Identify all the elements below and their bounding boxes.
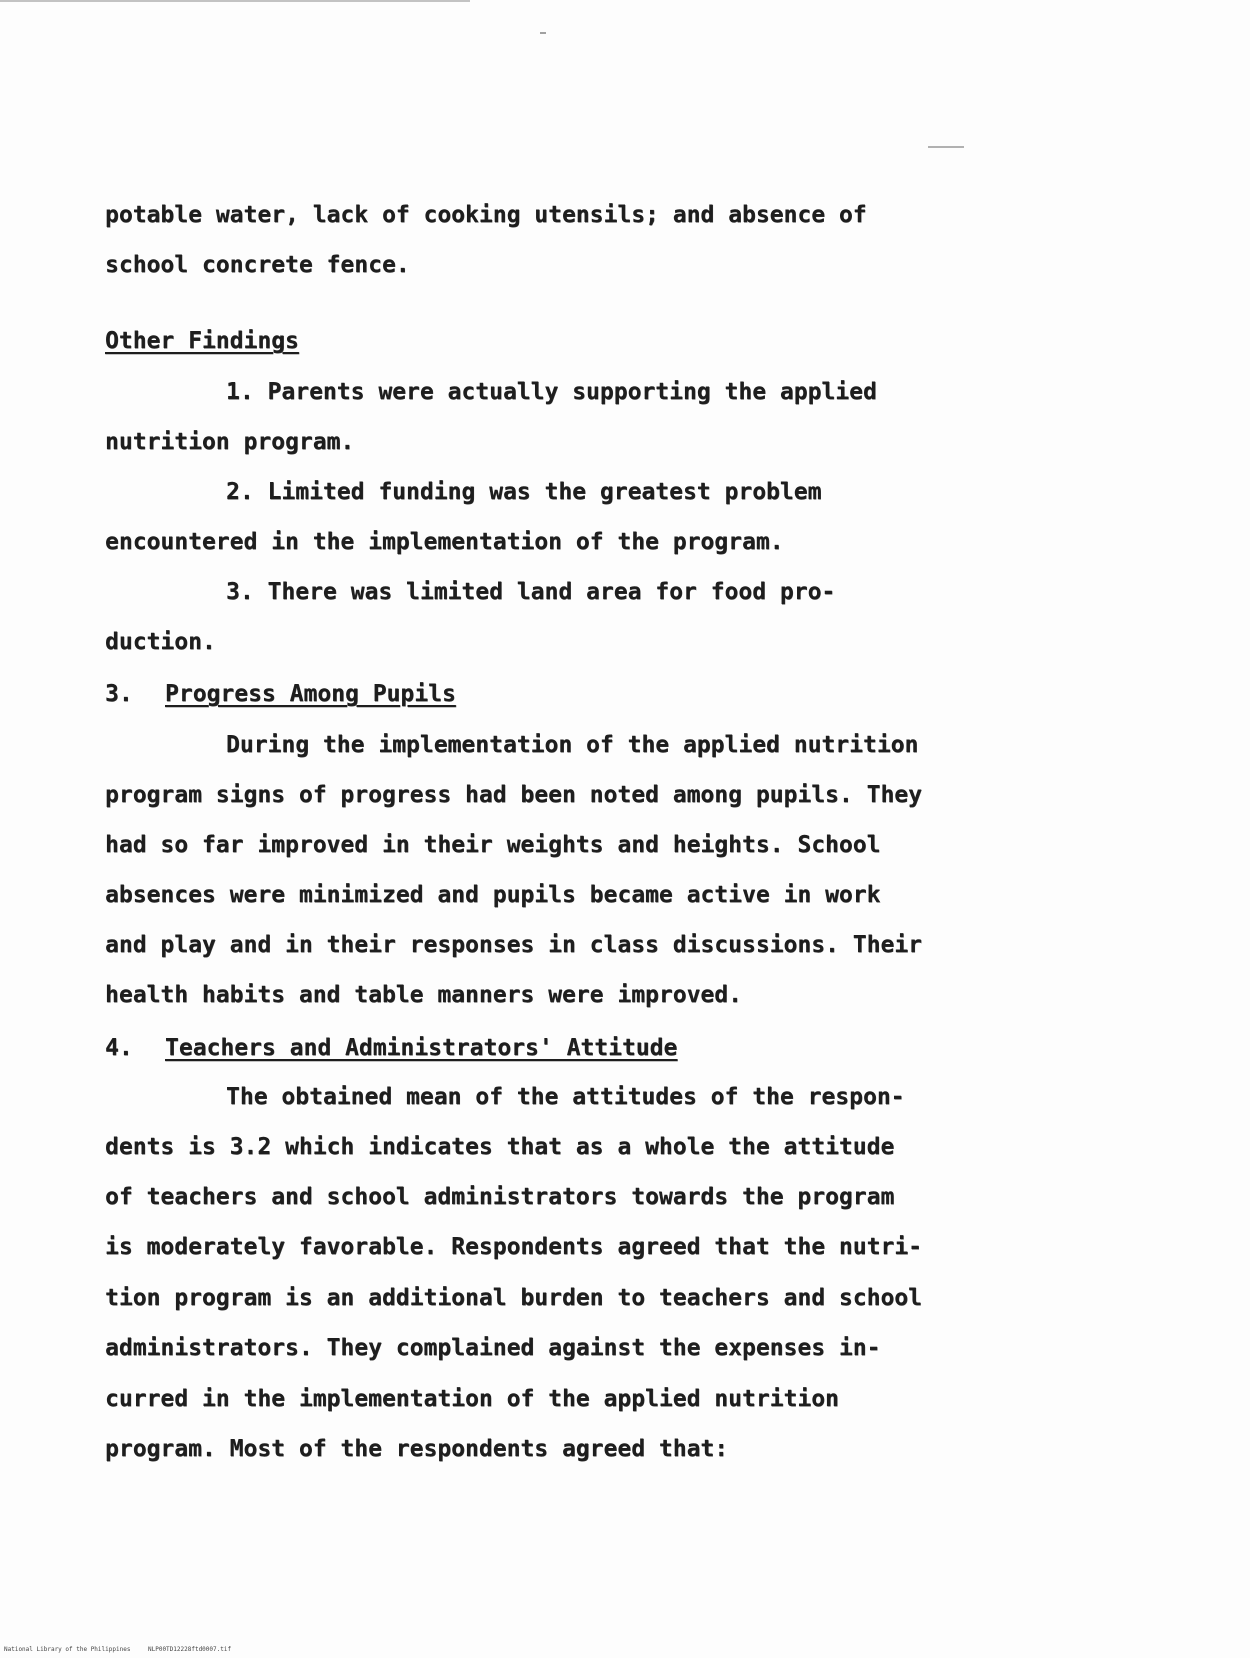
finding-1-line-2: nutrition program. bbox=[105, 429, 355, 455]
section-4-line: tion program is an additional burden to teachers and school bbox=[105, 1285, 922, 1311]
footer-file-label: NLP00TD12228ftd0007.tif bbox=[148, 1646, 232, 1653]
text-line: school concrete fence. bbox=[105, 252, 410, 278]
footer-library-label: National Library of the Philippines bbox=[4, 1646, 131, 1653]
section-3-line: During the implementation of the applied nutrition bbox=[226, 732, 919, 758]
section-3-line: health habits and table manners were improved. bbox=[105, 982, 742, 1008]
section-4-line: The obtained mean of the attitudes of the respon- bbox=[226, 1084, 905, 1110]
finding-2-line-1: 2. Limited funding was the greatest problem bbox=[226, 479, 822, 505]
section-3-line: absences were minimized and pupils became active in work bbox=[105, 882, 881, 908]
section-4-line: is moderately favorable. Respondents agreed that the nutri- bbox=[105, 1234, 922, 1260]
finding-2-line-2: encountered in the implementation of the program. bbox=[105, 529, 784, 555]
finding-1-line-1: 1. Parents were actually supporting the applied bbox=[226, 379, 877, 405]
finding-3-line-2: duction. bbox=[105, 629, 216, 655]
section-3-line: program signs of progress had been noted among pupils. They bbox=[105, 782, 922, 808]
section-4-line: curred in the implementation of the applied nutrition bbox=[105, 1386, 839, 1412]
section-3-title: Progress Among Pupils bbox=[165, 681, 456, 707]
scan-artifact-top-dash bbox=[540, 32, 546, 34]
text-line: potable water, lack of cooking utensils; and absence of bbox=[105, 202, 867, 228]
section-4-line: program. Most of the respondents agreed that: bbox=[105, 1436, 729, 1462]
scan-artifact-top-left bbox=[0, 0, 470, 2]
section-4-line: dents is 3.2 which indicates that as a whole the attitude bbox=[105, 1134, 895, 1160]
section-3-line: and play and in their responses in class discussions. Their bbox=[105, 932, 922, 958]
finding-3-line-1: 3. There was limited land area for food pro- bbox=[226, 579, 836, 605]
section-4-title: Teachers and Administrators' Attitude bbox=[165, 1035, 678, 1061]
section-4-line: administrators. They complained against the expenses in- bbox=[105, 1335, 881, 1361]
section-4-line: of teachers and school administrators towards the program bbox=[105, 1184, 895, 1210]
section-3-line: had so far improved in their weights and heights. School bbox=[105, 832, 881, 858]
section-4-number: 4. bbox=[105, 1035, 133, 1061]
section-heading-other-findings: Other Findings bbox=[105, 328, 299, 354]
scan-artifact-right-dash bbox=[928, 146, 964, 148]
section-3-number: 3. bbox=[105, 681, 133, 707]
